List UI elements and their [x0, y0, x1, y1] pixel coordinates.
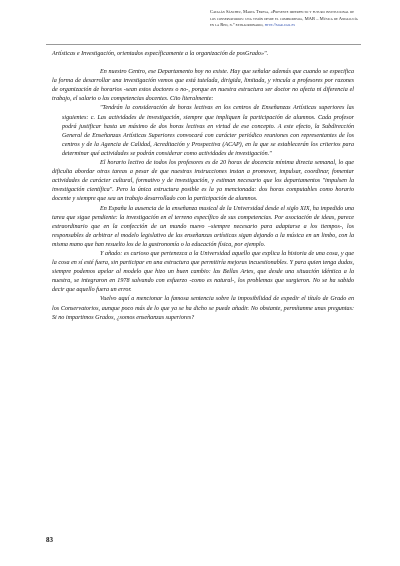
running-head-line3: extraordinario,	[235, 22, 264, 28]
paragraph: Artísticas e Investigación, orientados específicamente a la organización de posGrado»".	[52, 51, 269, 57]
paragraph: Vuelvo aquí a mencionar la famosa sentencia sobre la imposibilidad de expedir el título de Grado en los Conservatorios, aunque poco más de lo que ya se ha dicho se puede añadir. No obstante, permítanme unas preguntas: Si no impartimos Grados, ¿somos enseñanzas superiores?	[52, 296, 354, 321]
running-head-line1: Catalán Sánchez, Marta Teresa, «Presente imperfecto y futuro institucional de los	[210, 9, 355, 21]
journal-link[interactable]: http://mar.ugr.es	[264, 22, 295, 28]
page-number: 83	[46, 536, 53, 544]
article-body	[52, 50, 354, 323]
paragraph: En nuestro Centro, ese Departamento hoy no existe. Hay que señalar además que cuando se especifica la forma de desarrollar una investigación vemos que está tutelada, dirigida, limitada, y vincula a profesores por razones de organización de horarios -sean estos doctores o no-, porque en nuestra estructura ser doctor no afecta ni diferencia el trabajo, el salario o las competencias docentes. Cito literalmente:	[52, 69, 354, 103]
running-head	[210, 9, 360, 29]
header-divider	[46, 44, 361, 45]
paragraph: Y añado: es curioso que pertenezca a la Universidad aquello que explica la historia de una cosa, y que la cosa en sí esté fuera, sin participar en una estructura que permitiría mejoras incuestionables. Y para quien tenga dudas, siempre podemos apelar al modelo que hizo un buen cambio: las Bellas Artes, que desde una situación idéntica a la nuestra, se integraron en 1978 salvando con esfuerzo -como es natural-, los problemas que surgieron. No se ha sabido decir que aquello fuera un error.	[52, 250, 354, 294]
paragraph: En España la ausencia de la enseñanza musical de la Universidad desde el siglo XIX, ha impedido una tarea que sigue pendiente: la investigación en el terreno específico de sus competencias. Por asociación de ideas, parece extraordinario que en la confección de un mundo nuevo –siempre necesario para adaptarse a los tiempos-, los responsables de arbitrar el modelo legislativo de las enseñanzas artísticas sigan dejando a la música en un limbo, con la misma mano que han resuelto los de la gastronomía o la educación física, por ejemplo.	[52, 205, 354, 248]
block-quote: "Tendrán la consideración de horas lectivas en los centros de Enseñanzas Artísticas superiores las siguientes: c. Las actividades de investigación, siempre que impliquen la participación de alumnos. Cada profesor podrá justificar hasta un máximo de dos horas lectivas en virtud de ese concepto. A este efecto, la Subdirección General de Enseñanzas Artísticas Superiores convocará con carácter periódico reuniones con representantes de los centros y de la Agencia de Calidad, Acreditación y Prospectiva (ACAP), en la que se establecerán los criterios para determinar qué actividades se podrán considerar como actividades de investigación."	[62, 105, 354, 157]
running-head-line2: conservatorios: una visión desde el compromiso», MAR – Música de Andalucía en la Red, n.º	[210, 15, 358, 28]
paragraph: El horario lectivo de todos los profesores es de 20 horas de docencia mínima directa semanal, lo que dificulta abordar otras tareas a pesar de que nuestras instrucciones instan a promover, impulsar, coordinar, fomentar actividades de carácter cultural, formativo y de investigación, y estiman necesario que los departamentos "impulsen la investigación científica". Pero la única estructura posible es la ya mencionada: dos horas computables como horario docente y siempre que sea un trabajo desarrollado con la participación de alumnos.	[52, 160, 354, 203]
